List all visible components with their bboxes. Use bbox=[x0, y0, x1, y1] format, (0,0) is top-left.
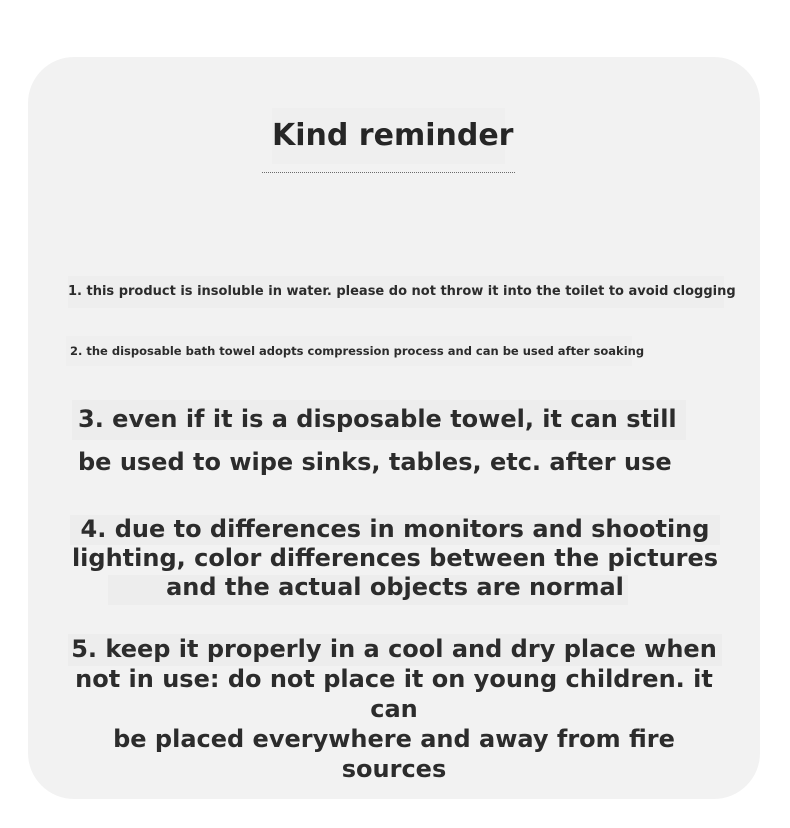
note-2: 2. the disposable bath towel adopts compression process and can be used after soaking bbox=[66, 336, 632, 366]
note-4 bbox=[70, 515, 720, 602]
note-5-line-3: be placed everywhere and away from fire sources bbox=[113, 725, 675, 783]
note-5-line-2: not in use: do not place it on young children. it can bbox=[75, 665, 713, 723]
page-title: Kind reminder bbox=[272, 108, 505, 164]
note-1: 1. this product is insoluble in water. please do not throw it into the toilet to avoid clogging bbox=[68, 276, 724, 308]
title-block bbox=[262, 108, 515, 174]
note-4-line-2: lighting, color differences between the pictures bbox=[71, 544, 719, 572]
note-5 bbox=[66, 634, 722, 784]
note-4-line-3: and the actual objects are normal bbox=[166, 573, 624, 601]
note-3-line-2: be used to wipe sinks, tables, etc. after use bbox=[78, 448, 672, 476]
title-underline bbox=[262, 172, 515, 173]
note-4-line-1: 4. due to differences in monitors and shooting bbox=[80, 515, 710, 543]
note-5-line-1: 5. keep it properly in a cool and dry place when bbox=[71, 635, 717, 663]
note-3 bbox=[74, 398, 686, 484]
note-3-line-1: 3. even if it is a disposable towel, it can still bbox=[78, 405, 677, 433]
